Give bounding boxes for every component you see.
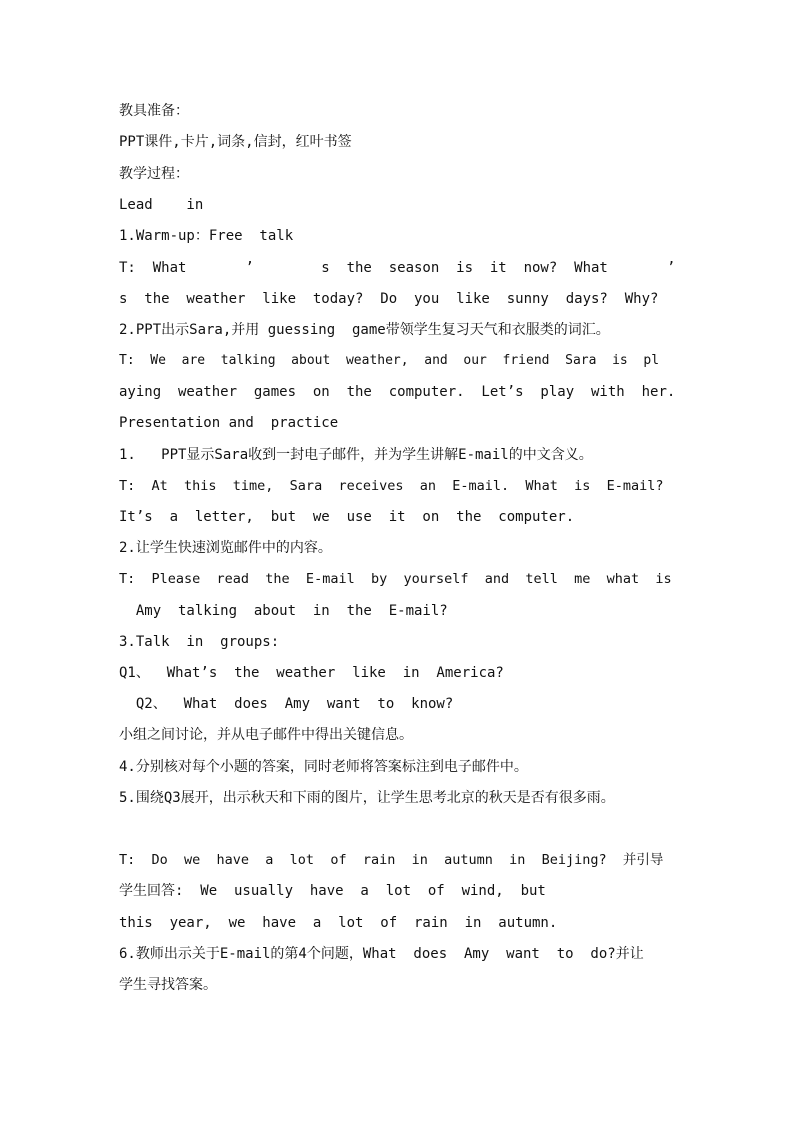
step-talk-in-groups: 3.Talk in groups:: [119, 634, 280, 650]
text-line: 学生回答: We usually have a lot of wind, but: [119, 883, 546, 899]
step-email: 1. PPT显示Sara收到一封电子邮件，并为学生讲解E-mail的中文含义。: [119, 447, 593, 463]
step-warm-up: 1.Warm-up：Free talk: [119, 228, 294, 244]
text-line: T: Do we have a lot of rain in autumn in Beijing? 并引导: [119, 852, 664, 868]
text-line: Amy talking about in the E-mail?: [119, 603, 448, 619]
text-line: aying weather games on the computer. Let’s play with her.: [119, 384, 676, 400]
step-check-answers: 4.分别核对每个小题的答案，同时老师将答案标注到电子邮件中。: [119, 759, 528, 775]
text-line: 小组之间讨论，并从电子邮件中得出关键信息。: [119, 727, 413, 743]
step-browse-email: 2.让学生快速浏览邮件中的内容。: [119, 540, 332, 556]
heading-process: 教学过程：: [119, 166, 189, 182]
text-line: It’s a letter, but we use it on the computer.: [119, 509, 575, 525]
text-line: T: We are talking about weather, and our friend Sara is pl: [119, 353, 660, 368]
question-q1: Q1、 What’s the weather like in America?: [119, 665, 504, 681]
text-line: T: At this time, Sara receives an E-mail. What is E-mail?: [119, 478, 664, 494]
section-presentation: Presentation and practice: [119, 415, 339, 431]
text-line: this year, we have a lot of rain in autumn.: [119, 915, 558, 931]
heading-materials: 教具准备：: [119, 103, 189, 119]
text-line: 学生寻找答案。: [119, 977, 217, 993]
text-line: s the weather like today? Do you like sunny days? Why?: [119, 291, 659, 307]
text-line: T: What ’ s the season is it now? What ’: [119, 260, 676, 276]
section-lead-in: Lead in: [119, 197, 204, 213]
question-q2: Q2、 What does Amy want to know?: [119, 696, 454, 712]
text-line: T: Please read the E-mail by yourself and tell me what is: [119, 571, 672, 587]
step-q3: 5.围绕Q3展开，出示秋天和下雨的图片，让学生思考北京的秋天是否有很多雨。: [119, 790, 615, 806]
materials-list: PPT课件,卡片,词条,信封，红叶书签: [119, 134, 352, 150]
step-ppt-sara: 2.PPT出示Sara,并用 guessing game带领学生复习天气和衣服类的词汇。: [119, 322, 610, 338]
step-q4: 6.教师出示关于E-mail的第4个问题，What does Amy want to do?并让: [119, 946, 644, 962]
